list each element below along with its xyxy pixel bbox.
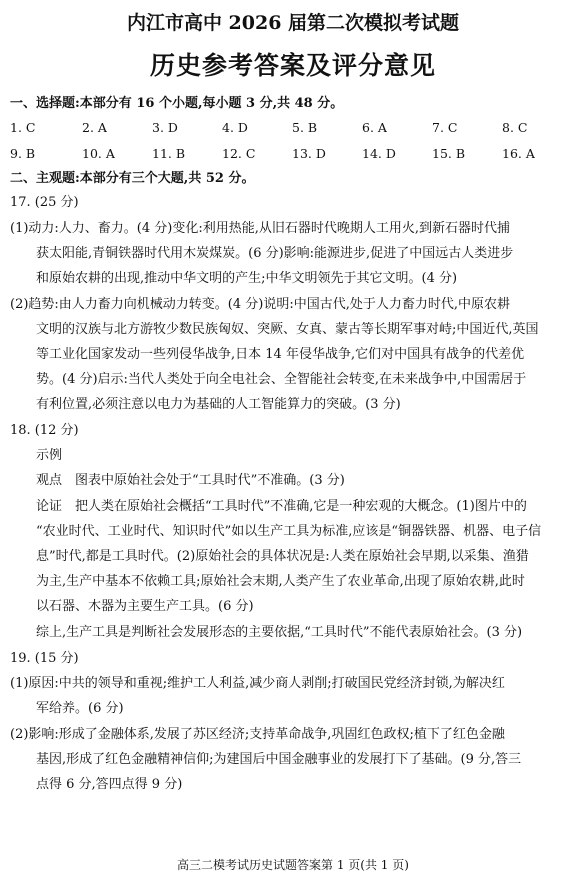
answer-cell: 11. B bbox=[152, 146, 186, 161]
q17-p1-line: 和原始农耕的出现,推动中华文明的产生;中华文明领先于其它文明。(4 分) bbox=[36, 271, 458, 286]
answer-cell: 8. C bbox=[502, 120, 528, 135]
answer-cell: 4. D bbox=[222, 120, 248, 135]
q17-p2-line: 文明的汉族与北方游牧少数民族匈奴、突厥、女真、蒙古等长期军事对峙;中国近代,英国 bbox=[36, 322, 539, 337]
answer-cell: 7. C bbox=[432, 120, 458, 135]
answer-key-title: 历史参考答案及评分意见 bbox=[149, 51, 436, 80]
answer-cell: 12. C bbox=[222, 146, 256, 161]
q19-p2-line: (2)影响:形成了金融体系,发展了苏区经济;支持革命战争,巩固红色政权;植下了红色金融 bbox=[10, 727, 505, 742]
answer-cell: 3. D bbox=[152, 120, 178, 135]
q18-argument-line: 论证 把人类在原始社会概括“工具时代”不准确,它是一种宏观的大概念。(1)图片中的 bbox=[36, 499, 527, 514]
answer-cell: 16. A bbox=[502, 146, 535, 161]
q17-heading: 17. (25 分) bbox=[10, 195, 79, 210]
answer-cell: 1. C bbox=[10, 120, 36, 135]
q19-p1-line: 军给养。(6 分) bbox=[36, 701, 124, 716]
q17-p1-line: (1)动力:人力、畜力。(4 分)变化:利用热能,从旧石器时代晚期人工用火,到新石器时代捕 bbox=[10, 221, 510, 236]
answer-cell: 9. B bbox=[10, 146, 36, 161]
exam-title: 内江市高中 2026 届第二次模拟考试题 bbox=[126, 12, 460, 34]
q18-viewpoint: 观点 图表中原始社会处于“工具时代”不准确。(3 分) bbox=[36, 473, 345, 488]
answer-cell: 15. B bbox=[432, 146, 466, 161]
page-footer: 高三二模考试历史试题答案第 1 页(共 1 页) bbox=[177, 858, 409, 872]
answer-cell: 5. B bbox=[292, 120, 318, 135]
section2-heading: 二、主观题:本部分有三个大题,共 52 分。 bbox=[10, 171, 255, 186]
q18-argument-line: 以石器、木器为主要生产工具。(6 分) bbox=[36, 599, 254, 614]
answer-cell: 13. D bbox=[292, 146, 326, 161]
q19-p2-line: 点得 6 分,答四点得 9 分) bbox=[36, 777, 183, 792]
q17-p1-line: 获太阳能,青铜铁器时代用木炭煤炭。(6 分)影响:能源进步,促进了中国远古人类进步 bbox=[36, 246, 514, 261]
q19-p2-line: 基因,形成了红色金融精神信仰;为建国后中国金融事业的发展打下了基础。(9 分,答三 bbox=[36, 752, 522, 767]
q18-argument-line: 为主,生产中基本不依赖工具;原始社会末期,人类产生了农业革命,出现了原始农耕,此时 bbox=[36, 574, 525, 589]
q17-p2-line: 有利位置,必须注意以电力为基础的人工智能算力的突破。(3 分) bbox=[36, 397, 401, 412]
q19-heading: 19. (15 分) bbox=[10, 651, 79, 666]
answer-cell: 14. D bbox=[362, 146, 396, 161]
answer-cell: 6. A bbox=[362, 120, 387, 135]
q19-p1-line: (1)原因:中共的领导和重视;维护工人利益,减少商人剥削;打破国民党经济封锁,为解决红 bbox=[10, 676, 505, 691]
section1-heading: 一、选择题:本部分有 16 个小题,每小题 3 分,共 48 分。 bbox=[10, 96, 344, 111]
q18-summary: 综上,生产工具是判断社会发展形态的主要依据,“工具时代”不能代表原始社会。(3 分) bbox=[36, 625, 523, 640]
q18-example-label: 示例 bbox=[36, 448, 63, 463]
q18-argument-line: 息”时代,都是工具时代。(2)原始社会的具体状况是:人类在原始社会早期,以采集、渔猎 bbox=[36, 549, 529, 564]
q18-heading: 18. (12 分) bbox=[10, 423, 79, 438]
q17-p2-line: 等工业化国家发动一些列侵华战争,日本 14 年侵华战争,它们对中国具有战争的代差优 bbox=[36, 347, 525, 362]
q17-p2-line: (2)趋势:由人力畜力向机械动力转变。(4 分)说明:中国古代,处于人力畜力时代,中原农耕 bbox=[10, 297, 510, 312]
answer-cell: 2. A bbox=[82, 120, 107, 135]
q18-argument-line: “农业时代、工业时代、知识时代”如以生产工具为标准,应该是“铜器铁器、机器、电子信 bbox=[36, 524, 542, 539]
q17-p2-line: 势。(4 分)启示:当代人类处于向全电社会、全智能社会转变,在未来战争中,中国需居于 bbox=[36, 372, 527, 387]
answer-cell: 10. A bbox=[82, 146, 115, 161]
